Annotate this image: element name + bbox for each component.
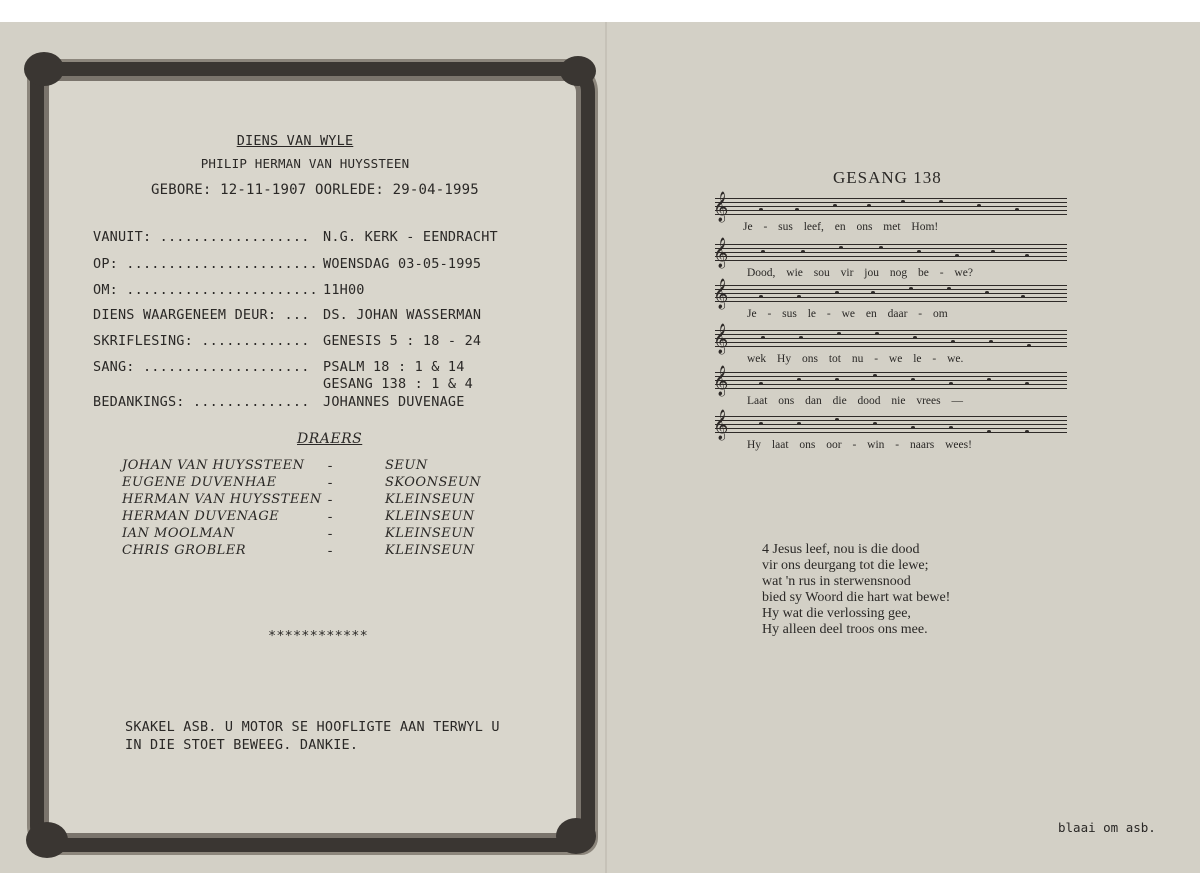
notice-line-1: SKAKEL ASB. U MOTOR SE HOOFLIGTE AAN TERWYL U [125, 719, 500, 735]
bearer-relation: SKOONSEUN [385, 475, 482, 490]
detail-value: N.G. KERK - EENDRACHT [323, 229, 498, 245]
lyric-line: Je - sus leef, en ons met Hom! [743, 221, 939, 233]
lyric-line: Je - sus le - we en daar - om [747, 308, 948, 320]
music-staff [713, 324, 1067, 354]
verse-line: 4 Jesus leef, nou is die dood [762, 542, 920, 557]
treble-clef-icon: 𝄞 [713, 279, 729, 309]
detail-label: SKRIFLESING: ............. [93, 333, 310, 349]
detail-value: WOENSDAG 03-05-1995 [323, 256, 482, 272]
bearer-relation: KLEINSEUN [385, 543, 475, 558]
bearer-name: HERMAN DUVENAGE [122, 509, 280, 524]
verse-line: Hy alleen deel troos ons mee. [762, 622, 928, 637]
bearer-name: HERMAN VAN HUYSSTEEN [122, 492, 322, 507]
detail-value: 11H00 [323, 282, 365, 298]
detail-label: BEDANKINGS: .............. [93, 394, 310, 410]
bearer-dash: - [326, 475, 335, 491]
verse-line: vir ons deurgang tot die lewe; [762, 558, 929, 573]
scroll-curl-top-right [560, 56, 596, 86]
detail-value: JOHANNES DUVENAGE [323, 394, 465, 410]
detail-label: VANUIT: .................. [93, 229, 310, 245]
birth-death-dates: GEBORE: 12-11-1907 OORLEDE: 29-04-1995 [151, 182, 479, 198]
detail-value: GESANG 138 : 1 & 4 [323, 376, 473, 392]
bearer-name: JOHAN VAN HUYSSTEEN [122, 458, 305, 473]
bearers-heading: DRAERS [297, 431, 363, 447]
detail-value: GENESIS 5 : 18 - 24 [323, 333, 482, 349]
bearer-dash: - [326, 526, 335, 542]
bearer-dash: - [326, 492, 335, 508]
treble-clef-icon: 𝄞 [713, 238, 729, 268]
treble-clef-icon: 𝄞 [713, 410, 729, 440]
bearer-relation: KLEINSEUN [385, 492, 475, 507]
lyric-line: Hy laat ons oor - win - naars wees! [747, 439, 972, 451]
bearer-name: IAN MOOLMAN [122, 526, 235, 541]
bearer-name: EUGENE DUVENHAE [122, 475, 277, 490]
verse-line: bied sy Woord die hart wat bewe! [762, 590, 951, 605]
bearer-relation: SEUN [385, 458, 428, 473]
service-heading: DIENS VAN WYLE [236, 133, 354, 149]
treble-clef-icon: 𝄞 [713, 324, 729, 354]
deceased-name: PHILIP HERMAN VAN HUYSSTEEN [200, 156, 410, 171]
program-sheet [0, 22, 1200, 873]
right-page [607, 22, 1200, 873]
bearer-dash: - [326, 543, 335, 559]
left-page [0, 22, 605, 873]
detail-label: OP: ....................... [93, 256, 318, 272]
verse-line: Hy wat die verlossing gee, [762, 606, 911, 621]
lyric-line: wek Hy ons tot nu - we le - we. [747, 353, 964, 365]
music-staff [713, 238, 1067, 268]
bearer-relation: KLEINSEUN [385, 526, 475, 541]
detail-value: PSALM 18 : 1 & 14 [323, 359, 465, 375]
turn-page-note: blaai om asb. [1058, 820, 1156, 835]
detail-label: SANG: .................... [93, 359, 310, 375]
music-staff [713, 366, 1067, 396]
scroll-curl-bottom-right [556, 818, 596, 854]
bearer-dash: - [326, 458, 335, 474]
bearer-relation: KLEINSEUN [385, 509, 475, 524]
detail-label: DIENS WAARGENEEM DEUR: ... [93, 307, 310, 323]
music-staff [713, 279, 1067, 309]
detail-value: DS. JOHAN WASSERMAN [323, 307, 482, 323]
detail-label: OM: ....................... [93, 282, 318, 298]
bearer-name: CHRIS GROBLER [122, 543, 247, 558]
treble-clef-icon: 𝄞 [713, 192, 729, 222]
music-staff [713, 410, 1067, 440]
scroll-curl-bottom-left [26, 822, 68, 858]
music-staff [713, 192, 1067, 222]
verse-line: wat 'n rus in sterwensnood [762, 574, 911, 589]
treble-clef-icon: 𝄞 [713, 366, 729, 396]
hymn-title: GESANG 138 [833, 168, 942, 187]
lyric-line: Dood, wie sou vir jou nog be - we? [747, 267, 973, 279]
lyric-line: Laat ons dan die dood nie vrees — [747, 395, 963, 407]
notice-line-2: IN DIE STOET BEWEEG. DANKIE. [125, 737, 359, 753]
scroll-curl-top-left [24, 52, 64, 86]
bearer-dash: - [326, 509, 335, 525]
asterisk-separator: ************ [268, 628, 368, 644]
